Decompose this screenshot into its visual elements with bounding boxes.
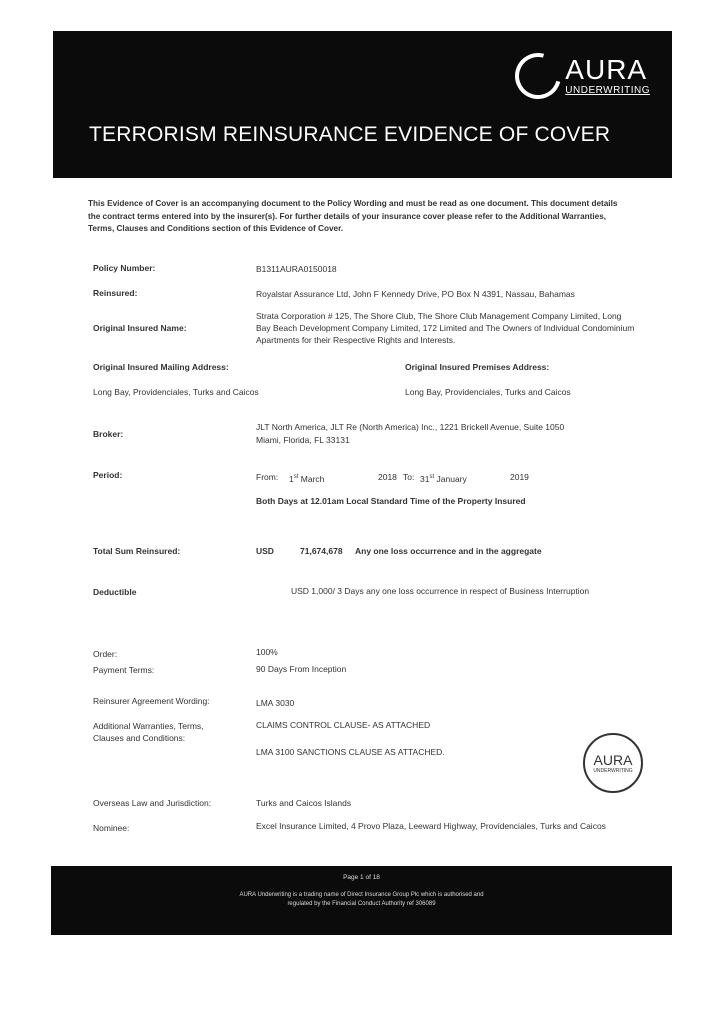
footer-note: [51, 891, 672, 909]
stamp-subtitle: UNDERWRITING: [593, 767, 633, 774]
page-title: TERRORISM REINSURANCE EVIDENCE OF COVER: [89, 123, 611, 146]
additional-value1: CLAIMS CONTROL CLAUSE- AS ATTACHED: [256, 720, 431, 730]
reinsured-label: Reinsured:: [93, 288, 138, 298]
policy-number-label: Policy Number:: [93, 263, 156, 273]
order-label: Order:: [93, 649, 118, 659]
broker-value-line2: Miami, Florida, FL 33131: [256, 435, 350, 445]
period-note: Both Days at 12.01am Local Standard Time of the Property Insured: [256, 496, 526, 506]
period-from-year: 2018: [378, 472, 397, 482]
period-to-label: To:: [403, 472, 415, 482]
period-from-label: From:: [256, 472, 279, 482]
overseas-law-value: Turks and Caicos Islands: [256, 798, 352, 808]
period-to-year: 2019: [510, 472, 529, 482]
deductible-label: Deductible: [93, 587, 137, 597]
logo-brand: AURA: [565, 54, 648, 85]
page-number: Page 1 of 18: [343, 874, 380, 881]
agreement-wording-label: Reinsurer Agreement Wording:: [93, 696, 210, 706]
order-value: 100%: [256, 647, 278, 657]
period-to-date: 31st January: [420, 473, 467, 484]
reinsured-value: Royalstar Assurance Ltd, John F Kennedy Drive, PO Box N 4391, Nassau, Bahamas: [256, 289, 575, 299]
period-label: Period:: [93, 470, 123, 480]
mailing-address-label: Original Insured Mailing Address:: [93, 362, 229, 372]
original-insured-name-value: Strata Corporation # 125, The Shore Club, The Shore Club Management Company Limited, Long Bay Beach Development Company Limited, 172 Limited and The Owners of Individual Condominium Apartments for their Respective Rights and Interests.: [256, 311, 635, 345]
aura-logo: [515, 53, 650, 99]
mailing-address-value: Long Bay, Providenciales, Turks and Caicos: [93, 387, 259, 397]
additional-value2: LMA 3100 SANCTIONS CLAUSE AS ATTACHED.: [256, 747, 445, 757]
payment-terms-label: Payment Terms:: [93, 665, 155, 675]
policy-number-value: B1311AURA0150018: [256, 264, 337, 274]
footer-banner: [51, 866, 672, 935]
total-sum-amount: 71,674,678: [300, 546, 343, 556]
broker-value-line1: JLT North America, JLT Re (North America) Inc., 1221 Brickell Avenue, Suite 1050: [256, 422, 565, 432]
logo-subtitle: UNDERWRITING: [565, 85, 650, 96]
logo-circle-icon: [507, 45, 570, 108]
total-sum-label: Total Sum Reinsured:: [93, 546, 181, 556]
additional-label-line1: Additional Warranties, Terms,: [93, 721, 204, 731]
premises-address-label: Original Insured Premises Address:: [405, 362, 550, 372]
payment-terms-value: 90 Days From Inception: [256, 664, 347, 674]
additional-label-line2: Clauses and Conditions:: [93, 733, 186, 743]
period-from-date: 1st March: [289, 473, 325, 484]
deductible-value: USD 1,000/ 3 Days any one loss occurrence in respect of Business Interruption: [291, 586, 590, 596]
footer-note-line2: regulated by the Financial Conduct Authority ref 306089: [287, 901, 436, 907]
premises-address-value: Long Bay, Providenciales, Turks and Caicos: [405, 387, 571, 397]
overseas-law-label: Overseas Law and Jurisdiction:: [93, 798, 212, 808]
total-sum-currency: USD: [256, 546, 274, 556]
aura-stamp: [583, 733, 643, 793]
stamp-brand: AURA: [593, 751, 633, 768]
header-banner: [53, 31, 672, 178]
footer-note-line1: AURA Underwriting is a trading name of Direct Insurance Group Plc which is authorised and: [239, 892, 484, 898]
total-sum-desc: Any one loss occurrence and in the aggregate: [355, 546, 542, 556]
broker-label: Broker:: [93, 429, 124, 439]
intro-paragraph: This Evidence of Cover is an accompanying document to the Policy Wording and must be read as one document. This document details the contract terms entered into by the insurer(s). For further details of your insurance cover please refer to the Additional Warranties, Terms, Clauses and Conditions section of this Evidence of Cover.: [88, 199, 618, 233]
agreement-wording-value: LMA 3030: [256, 698, 295, 708]
nominee-label: Nominee:: [93, 823, 130, 833]
original-insured-name-label: Original Insured Name:: [93, 323, 187, 333]
nominee-value: Excel Insurance Limited, 4 Provo Plaza, Leeward Highway, Providenciales, Turks and Caicos: [256, 821, 606, 831]
